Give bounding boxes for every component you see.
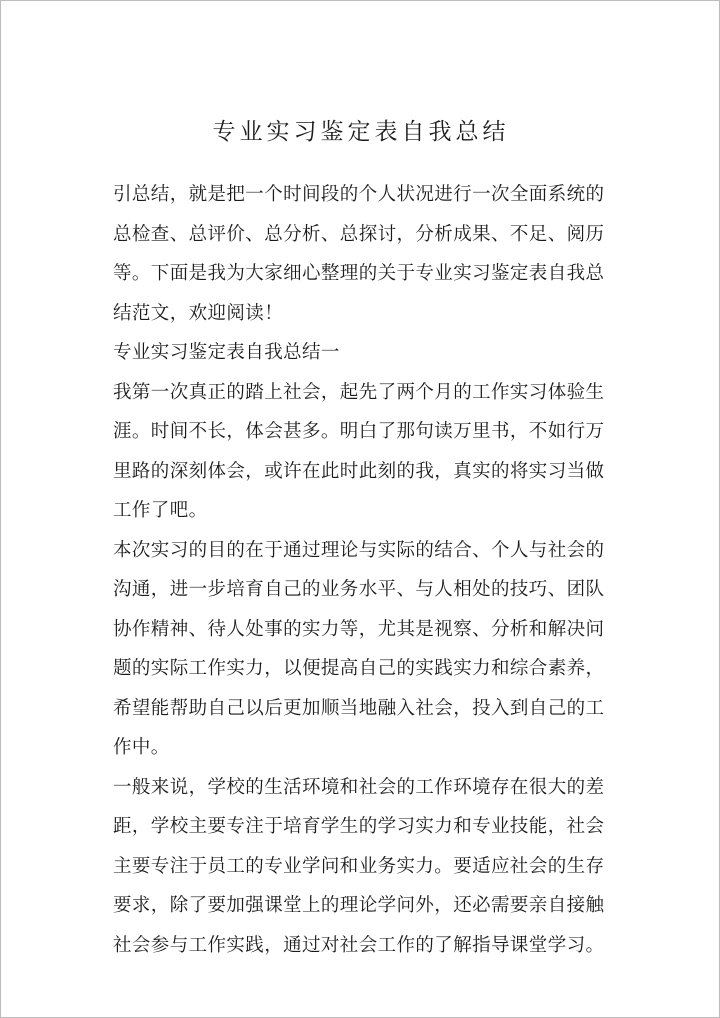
text-line: 我第一次真正的踏上社会，起先了两个月的工作实习体验生 [113,381,605,403]
text-line: 社会参与工作实践，通过对社会工作的了解指导课堂学习。 [113,934,605,956]
document-title: 专业实习鉴定表自我总结 [212,119,510,145]
text-line: 引总结，就是把一个时间段的个人状况进行一次全面系统的 [113,184,605,205]
text-line: 工作了吧。 [113,500,208,521]
section-heading: 专业实习鉴定表自我总结一 [113,342,340,363]
text-line: 距，学校主要专注于培育学生的学习实力和专业技能，社会 [113,816,605,837]
text-line: 结范文，欢迎阅读！ [113,302,284,324]
document-body [113,175,613,965]
text-line: 希望能帮助自己以后更加顺当地融入社会，投入到自己的工 [113,697,605,719]
text-line: 本次实习的目的在于通过理论与实际的结合、个人与社会的 [113,539,605,561]
text-line: 里路的深刻体会，或许在此时此刻的我，真实的将实习当做 [113,460,605,482]
text-line: 要求，除了要加强课堂上的理论学问外，还必需要亲自接触 [113,895,605,916]
text-line: 一般来说，学校的生活环境和社会的工作环境存在很大的差 [113,776,605,798]
text-line: 协作精神、待人处事的实力等，尤其是视察、分析和解决问 [113,618,605,640]
text-line: 等。下面是我为大家细心整理的关于专业实习鉴定表自我总 [113,263,605,284]
text-line: 作中。 [113,737,170,758]
text-line: 涯。时间不长，体会甚多。明白了那句读万里书，不如行万 [113,421,605,442]
text-line: 总检查、总评价、总分析、总探讨，分析成果、不足、阅历 [113,223,605,245]
text-line: 沟通，进一步培育自己的业务水平、与人相处的技巧、团队 [113,579,605,600]
text-line: 主要专注于员工的专业学问和业务实力。要适应社会的生存 [113,855,605,877]
text-line: 题的实际工作实力，以便提高自己的实践实力和综合素养， [113,658,605,679]
